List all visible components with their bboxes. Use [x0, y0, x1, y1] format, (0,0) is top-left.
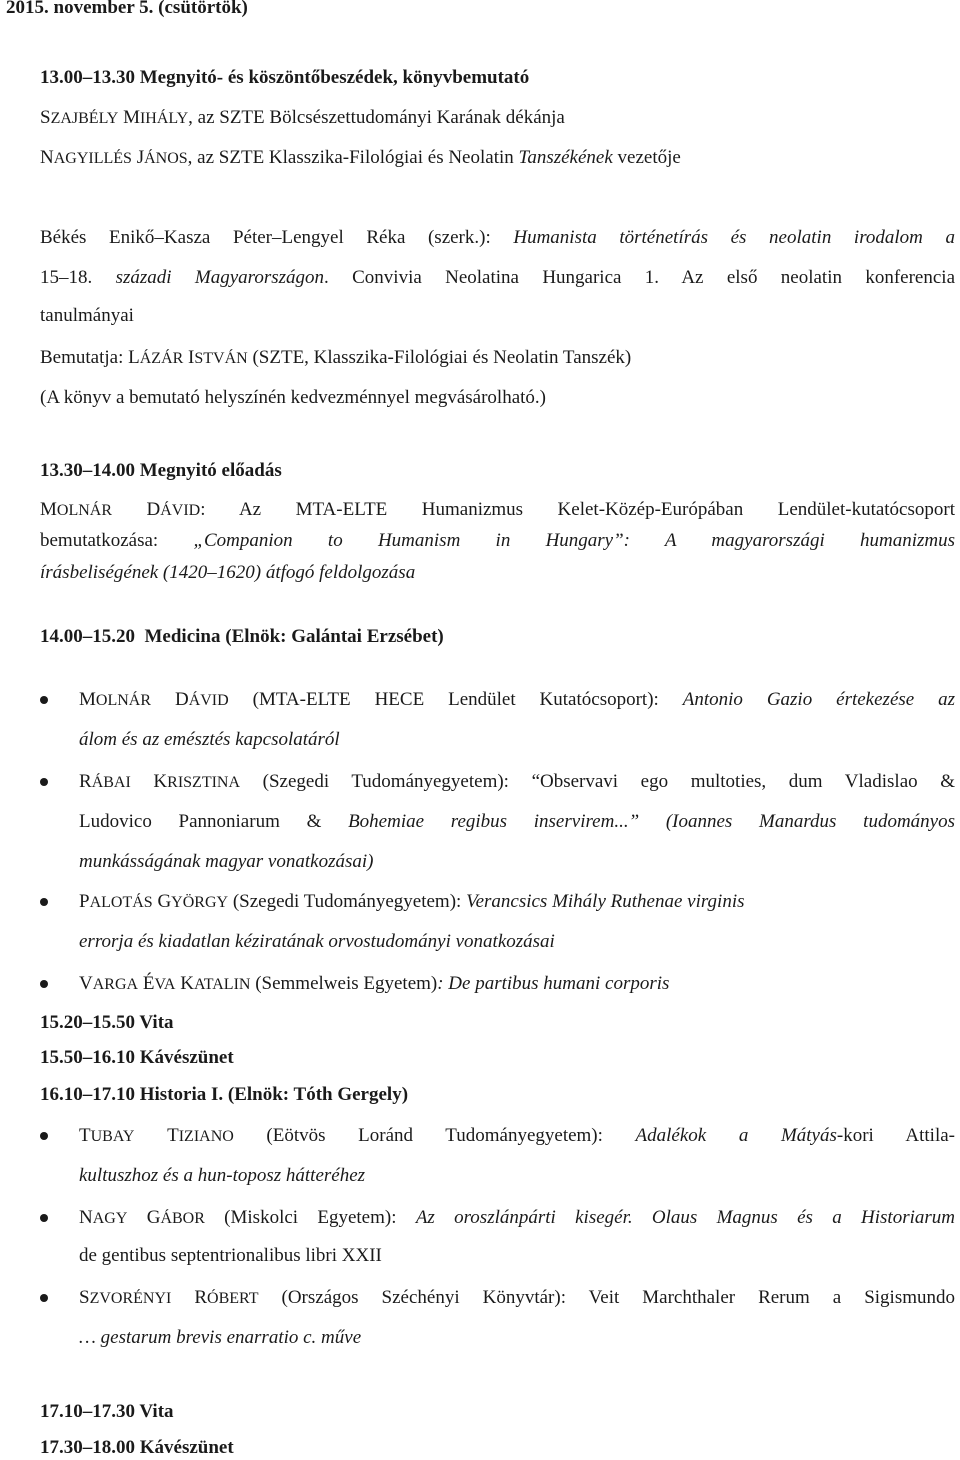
session-title: Historia I. (Elnök: Tóth Gergely)	[139, 1084, 409, 1105]
book-presenter: Bemutatja: LÁZÁR ISTVÁN (SZTE, Klasszika-Filológiai és Neolatin Tanszék)	[40, 347, 632, 368]
talk-historia-3-line-2: … gestarum brevis enarratio c. műve	[79, 1327, 362, 1348]
bullet-icon	[40, 1294, 48, 1302]
session-opening-heading	[40, 66, 529, 90]
talk-medicina-2-line-3: munkásságának magyar vonatkozásai)	[79, 851, 374, 872]
coffee-break-1: 15.50–16.10 Kávészünet	[40, 1047, 234, 1068]
talk-historia-3-line-1: SZVORÉNYI RÓBERT (Országos Széchényi Könyvtár): Veit Marchthaler Rerum a Sigismundo	[79, 1287, 956, 1308]
bullet-icon	[40, 1214, 48, 1222]
talk-historia-1-line-2: kultuszhoz és a hun-toposz hátteréhez	[79, 1165, 366, 1186]
book-note: (A könyv a bemutató helyszínén kedvezménnyel megvásárolható.)	[40, 387, 546, 408]
session-title: Medicina (Elnök: Galántai Erzsébet)	[144, 626, 444, 647]
speaker-head-of-department: NAGYILLÉS JÁNOS, az SZTE Klasszika-Filológiai és Neolatin Tanszékének vezetője	[40, 147, 681, 168]
session-time: 16.10–17.10	[40, 1084, 135, 1105]
bullet-icon	[40, 778, 48, 786]
date-header: 2015. november 5. (csütörtök)	[6, 0, 248, 18]
talk-historia-2-line-1: NAGY GÁBOR (Miskolci Egyetem): Az oroszlánpárti kisegér. Olaus Magnus és a Historiarum	[79, 1207, 956, 1228]
talk-medicina-1-line-2: álom és az emésztés kapcsolatáról	[79, 729, 340, 750]
session-title: Megnyitó- és köszöntőbeszédek, könyvbemutató	[139, 67, 530, 88]
session-title: Megnyitó előadás	[139, 460, 282, 481]
talk-medicina-3-line-2: errorja és kiadatlan kéziratának orvostudományi vonatkozásai	[79, 931, 555, 952]
talk-medicina-1-line-1: MOLNÁR DÁVID (MTA-ELTE HECE Lendület Kutatócsoport): Antonio Gazio értekezése az	[79, 689, 956, 710]
bullet-icon	[40, 696, 48, 704]
book-citation-line-1: Békés Enikő–Kasza Péter–Lengyel Réka (szerk.): Humanista történetírás és neolatin irodalom a	[40, 227, 955, 248]
session-opening-lecture-heading	[40, 459, 282, 483]
talk-medicina-3-line-1: PALOTÁS GYÖRGY (Szegedi Tudományegyetem): Verancsics Mihály Ruthenae virginis	[79, 891, 745, 912]
talk-historia-1-line-1: TUBAY TIZIANO (Eötvös Loránd Tudományegyetem): Adalékok a Mátyás-kori Attila-	[79, 1125, 955, 1146]
bullet-icon	[40, 1132, 48, 1140]
session-time: 13.00–13.30	[40, 67, 135, 88]
discussion-2: 17.10–17.30 Vita	[40, 1401, 174, 1422]
session-historia-heading	[40, 1083, 408, 1107]
session-time: 14.00–15.20	[40, 626, 135, 647]
session-medicina-heading	[40, 625, 444, 649]
bullet-icon	[40, 898, 48, 906]
session-time: 13.30–14.00	[40, 460, 135, 481]
bullet-icon	[40, 980, 48, 988]
book-citation-line-3: tanulmányai	[40, 305, 134, 326]
talk-medicina-4-line-1: VARGA ÉVA KATALIN (Semmelweis Egyetem): De partibus humani corporis	[79, 973, 670, 994]
talk-medicina-2-line-1: RÁBAI KRISZTINA (Szegedi Tudományegyetem): “Observavi ego multoties, dum Vladislao &	[79, 771, 955, 792]
opening-lecture-line-2: bemutatkozása: „Companion to Humanism in Hungary”: A magyarországi humanizmus	[40, 530, 955, 551]
talk-medicina-2-line-2: Ludovico Pannoniarum & Bohemiae regibus inservirem...” (Ioannes Manardus tudományos	[79, 811, 955, 832]
coffee-break-2: 17.30–18.00 Kávészünet	[40, 1437, 234, 1458]
speaker-dean: SZAJBÉLY MIHÁLY, az SZTE Bölcsészettudományi Karának dékánja	[40, 107, 565, 128]
talk-historia-2-line-2: de gentibus septentrionalibus libri XXII	[79, 1245, 382, 1266]
book-citation-line-2: 15–18. századi Magyarországon. Convivia Neolatina Hungarica 1. Az első neolatin konferencia	[40, 267, 955, 288]
discussion-1: 15.20–15.50 Vita	[40, 1012, 174, 1033]
opening-lecture-line-1: MOLNÁR DÁVID: Az MTA-ELTE Humanizmus Kelet-Közép-Európában Lendület-kutatócsoport	[40, 499, 955, 520]
opening-lecture-line-3: írásbeliségének (1420–1620) átfogó feldolgozása	[40, 562, 416, 583]
